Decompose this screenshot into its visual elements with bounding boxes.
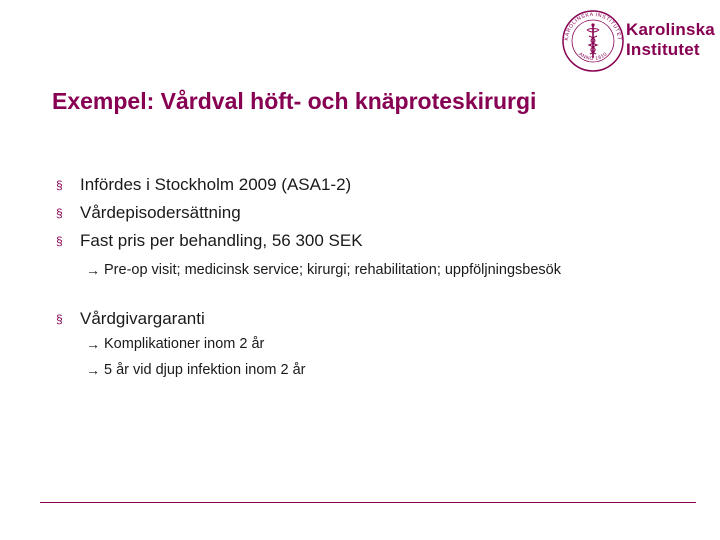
sub-bullet-text: 5 år vid djup infektion inom 2 år [104, 362, 306, 378]
arrow-right-icon: → [86, 362, 100, 378]
seal-text-bottom: ANNO 1810 [577, 51, 609, 63]
bullet-text: Fast pris per behandling, 56 300 SEK [80, 231, 363, 250]
slide-title: Exempel: Vårdval höft- och knäproteskirurgi [52, 88, 537, 114]
bullet-marker: § [56, 178, 63, 192]
bullet-text: Infördes i Stockholm 2009 (ASA1-2) [80, 175, 352, 194]
karolinska-logo [560, 8, 720, 78]
sub-bullet-text: Pre-op visit; medicinsk service; kirurgi; rehabilitation; uppföljningsbesök [104, 262, 561, 278]
bullet-text: Vårdgivargaranti [80, 309, 205, 328]
bullet-marker: § [56, 234, 63, 248]
seal-text-top: KAROLINSKA INSTITUTET [563, 11, 623, 41]
logo-line-2: Institutet [626, 40, 700, 59]
logo-line-1: Karolinska [626, 20, 715, 39]
arrow-right-icon: → [86, 262, 100, 278]
karolinska-seal-icon [560, 8, 626, 74]
bullet-marker: § [56, 206, 63, 220]
bullet-marker: § [56, 312, 63, 326]
footer-divider [40, 502, 696, 503]
arrow-right-icon: → [86, 336, 100, 352]
sub-bullet-text: Komplikationer inom 2 år [104, 336, 265, 352]
bullet-text: Vårdepisodersättning [80, 203, 241, 222]
